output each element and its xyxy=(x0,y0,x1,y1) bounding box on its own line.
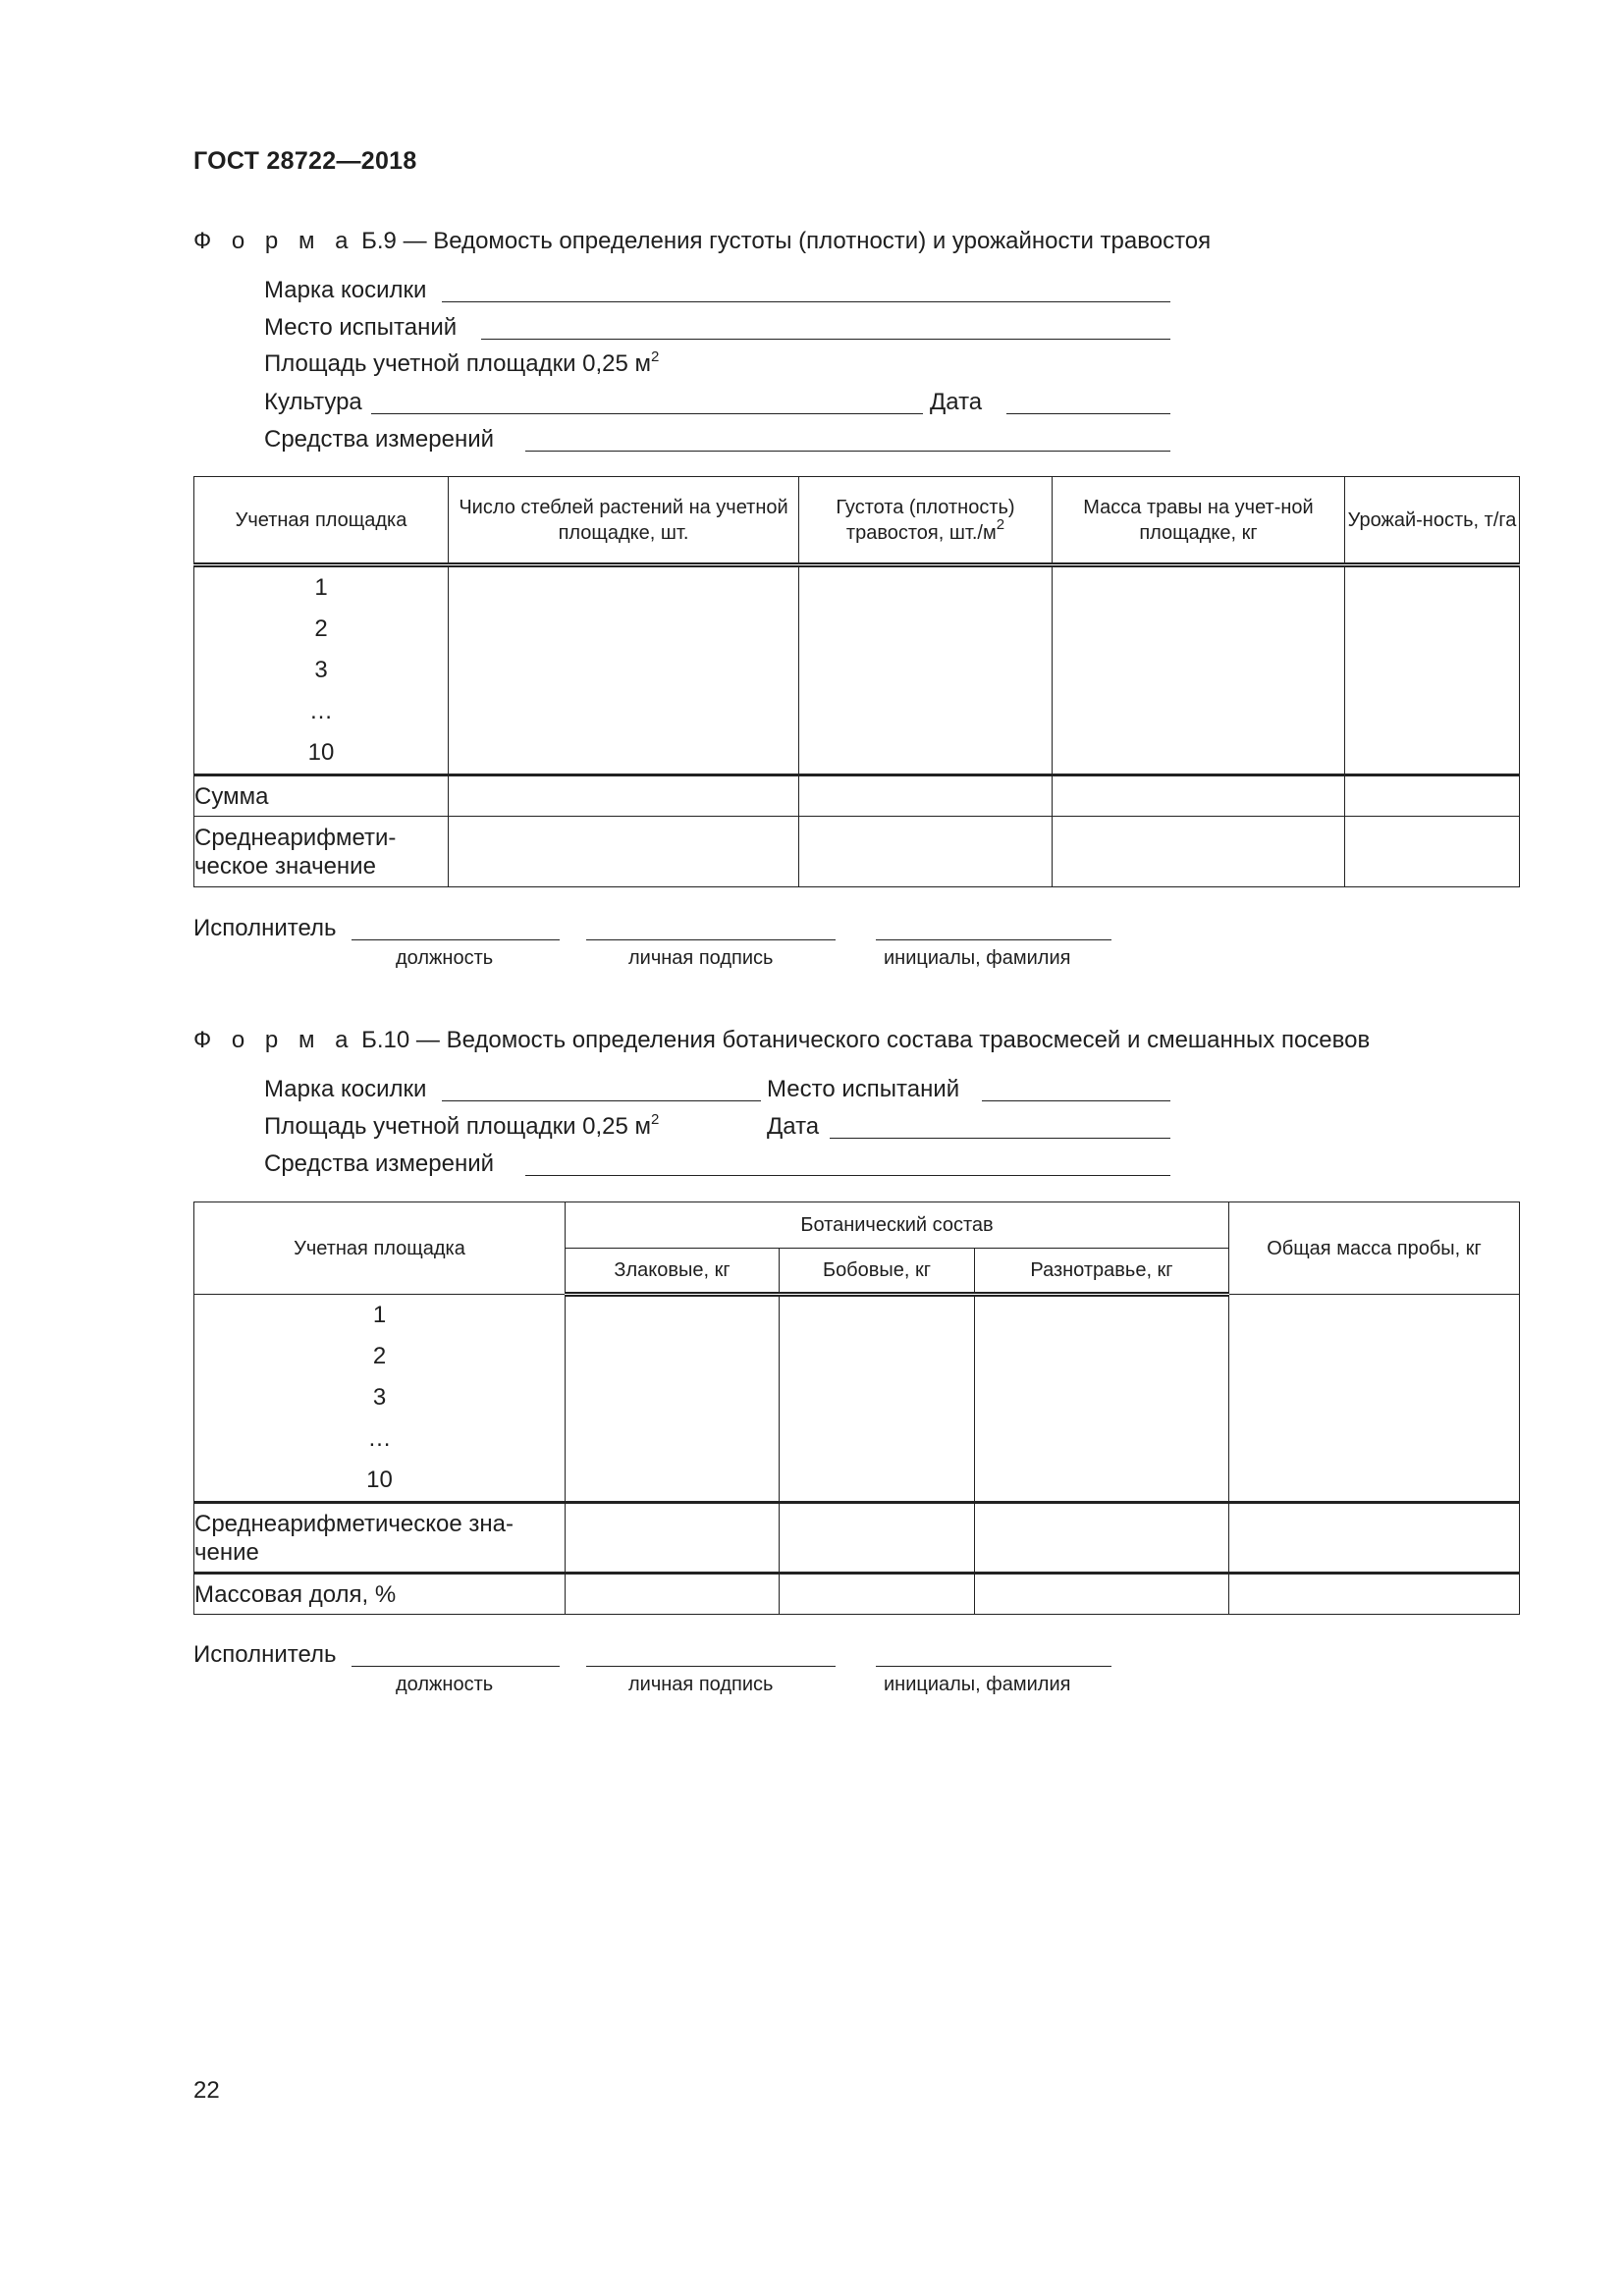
form-b9-sum-row xyxy=(194,775,1520,817)
form-b10-mower-line xyxy=(442,1100,761,1101)
form-b9-header-mass: Масса травы на учет-ной площадке, кг xyxy=(1053,477,1345,565)
form-b9-mean-label: Среднеарифмети-ческое значение xyxy=(194,817,449,887)
form-b9-area-label xyxy=(264,350,659,378)
form-b10-share-label: Массовая доля, % xyxy=(194,1574,566,1615)
form-b9-sum-stems[interactable] xyxy=(449,775,799,817)
form-b9-mean-stems[interactable] xyxy=(449,817,799,887)
form-b10-cell-forbs[interactable] xyxy=(975,1295,1229,1503)
form-b9-table xyxy=(193,476,1520,887)
form-b9-area-sup: 2 xyxy=(651,348,660,365)
form-b10-date-line xyxy=(830,1138,1170,1139)
form-b9-header-density xyxy=(799,477,1053,565)
form-b9-place-label: Место испытаний xyxy=(264,314,458,341)
form-b10-plot-number: 2 xyxy=(372,1343,387,1369)
form-b10-share-row xyxy=(194,1574,1520,1615)
form-b10-cell-legumes[interactable] xyxy=(780,1295,975,1503)
form-b10-header-total: Общая масса пробы, кг xyxy=(1229,1202,1520,1295)
form-b9-data-row xyxy=(194,565,1520,775)
form-b9-position-line xyxy=(352,939,560,940)
form-b10-title-text: Б.10 — Ведомость определения ботанического состава травосмесей и смешанных посевов xyxy=(361,1027,1371,1053)
form-b9-plot-number: 3 xyxy=(314,657,328,683)
document-id: ГОСТ 28722—2018 xyxy=(193,147,417,175)
form-b9-area-text: Площадь учетной площадки 0,25 м xyxy=(264,350,652,377)
form-b9-mean-yield[interactable] xyxy=(1345,817,1520,887)
form-b9-place-line xyxy=(481,339,1170,340)
form-b9-signature-caption: личная подпись xyxy=(628,947,774,969)
form-b10-signature-caption: личная подпись xyxy=(628,1674,774,1695)
form-b10-data-row xyxy=(194,1295,1520,1503)
form-b9-sum-label: Сумма xyxy=(194,775,449,817)
form-b10-place-line xyxy=(982,1100,1170,1101)
form-b9-plot-number: 2 xyxy=(314,615,328,642)
form-b10-share-cereals[interactable] xyxy=(566,1574,780,1615)
form-b10-header-cereals: Злаковые, кг xyxy=(566,1249,780,1295)
form-b10-position-caption: должность xyxy=(396,1674,494,1695)
form-b10-header-legumes: Бобовые, кг xyxy=(780,1249,975,1295)
page-number: 22 xyxy=(193,2077,220,2104)
form-b9-crop-line xyxy=(371,413,923,414)
form-b9-cell-mass[interactable] xyxy=(1053,565,1345,775)
form-b9-date-line xyxy=(1006,413,1170,414)
form-b10-header-row-1 xyxy=(194,1202,1520,1249)
form-b9-header-density-sup: 2 xyxy=(996,515,1005,533)
form-b10-cell-cereals[interactable] xyxy=(566,1295,780,1503)
form-b9-title-prefix: Ф о р м а xyxy=(193,228,355,254)
form-b10-plot-numbers xyxy=(194,1295,566,1503)
form-b10-plot-number: … xyxy=(367,1425,392,1452)
form-b10-mower-label: Марка косилки xyxy=(264,1076,427,1102)
form-b10-signature-line xyxy=(586,1666,836,1667)
form-b10-date-label: Дата xyxy=(767,1113,820,1140)
form-b10-share-forbs[interactable] xyxy=(975,1574,1229,1615)
form-b9-position-caption: должность xyxy=(396,947,494,969)
form-b9-title xyxy=(193,228,1211,255)
form-b9-mower-line xyxy=(442,301,1170,302)
form-b10-mean-label: Среднеарифметическое зна-чение xyxy=(194,1503,566,1574)
form-b9-sum-mass[interactable] xyxy=(1053,775,1345,817)
form-b9-cell-yield[interactable] xyxy=(1345,565,1520,775)
form-b10-share-total[interactable] xyxy=(1229,1574,1520,1615)
form-b9-executor-label: Исполнитель xyxy=(193,915,337,941)
form-b10-plot-number: 1 xyxy=(372,1302,387,1328)
form-b9-plot-number: … xyxy=(309,698,333,724)
form-b9-name-caption: инициалы, фамилия xyxy=(884,947,1071,969)
form-b10-header-forbs: Разнотравье, кг xyxy=(975,1249,1229,1295)
form-b9-plot-numbers xyxy=(194,565,449,775)
form-b9-mean-mass[interactable] xyxy=(1053,817,1345,887)
form-b9-name-line xyxy=(876,939,1111,940)
form-b10-executor-label: Исполнитель xyxy=(193,1641,337,1668)
form-b10-mean-row xyxy=(194,1503,1520,1574)
form-b9-header-yield: Урожай-ность, т/га xyxy=(1345,477,1520,565)
form-b10-header-plot: Учетная площадка xyxy=(194,1202,566,1295)
form-b9-sum-yield[interactable] xyxy=(1345,775,1520,817)
form-b10-name-line xyxy=(876,1666,1111,1667)
form-b10-mean-forbs[interactable] xyxy=(975,1503,1229,1574)
form-b10-mean-cereals[interactable] xyxy=(566,1503,780,1574)
form-b9-sum-density[interactable] xyxy=(799,775,1053,817)
form-b10-name-caption: инициалы, фамилия xyxy=(884,1674,1071,1695)
form-b10-mean-legumes[interactable] xyxy=(780,1503,975,1574)
form-b9-instruments-line xyxy=(525,451,1170,452)
form-b10-instruments-label: Средства измерений xyxy=(264,1150,495,1177)
form-b9-header-stems: Число стеблей растений на учетной площадке, шт. xyxy=(449,477,799,565)
form-b10-cell-total[interactable] xyxy=(1229,1295,1520,1503)
form-b10-plot-number: 10 xyxy=(366,1467,393,1493)
form-b10-plot-number: 3 xyxy=(372,1384,387,1411)
form-b10-mean-total[interactable] xyxy=(1229,1503,1520,1574)
form-b9-cell-stems[interactable] xyxy=(449,565,799,775)
form-b10-header-botanical: Ботанический состав xyxy=(566,1202,1229,1249)
form-b10-area-text: Площадь учетной площадки 0,25 м xyxy=(264,1113,652,1140)
form-b9-plot-number: 10 xyxy=(307,739,335,766)
form-b9-mower-label: Марка косилки xyxy=(264,277,427,303)
form-b10-title-prefix: Ф о р м а xyxy=(193,1027,355,1053)
form-b10-position-line xyxy=(352,1666,560,1667)
form-b10-table xyxy=(193,1201,1520,1615)
form-b9-plot-number: 1 xyxy=(314,574,328,601)
form-b10-share-legumes[interactable] xyxy=(780,1574,975,1615)
form-b9-instruments-label: Средства измерений xyxy=(264,426,495,453)
form-b10-instruments-line xyxy=(525,1175,1170,1176)
form-b9-signature-line xyxy=(586,939,836,940)
form-b10-area-sup: 2 xyxy=(651,1111,660,1128)
form-b9-mean-row xyxy=(194,817,1520,887)
form-b9-date-label: Дата xyxy=(930,389,983,415)
form-b9-header-row xyxy=(194,477,1520,565)
form-b9-mean-density[interactable] xyxy=(799,817,1053,887)
form-b10-area-label xyxy=(264,1113,659,1141)
form-b9-header-density-text: Густота (плотность) травостоя, шт./м xyxy=(836,496,1015,544)
form-b9-cell-density[interactable] xyxy=(799,565,1053,775)
form-b10-title xyxy=(193,1027,1370,1054)
form-b10-place-label: Место испытаний xyxy=(767,1076,960,1102)
form-b9-title-text: Б.9 — Ведомость определения густоты (плотности) и урожайности травостоя xyxy=(361,228,1212,254)
form-b9-crop-label: Культура xyxy=(264,389,362,415)
form-b9-header-plot: Учетная площадка xyxy=(194,477,449,565)
